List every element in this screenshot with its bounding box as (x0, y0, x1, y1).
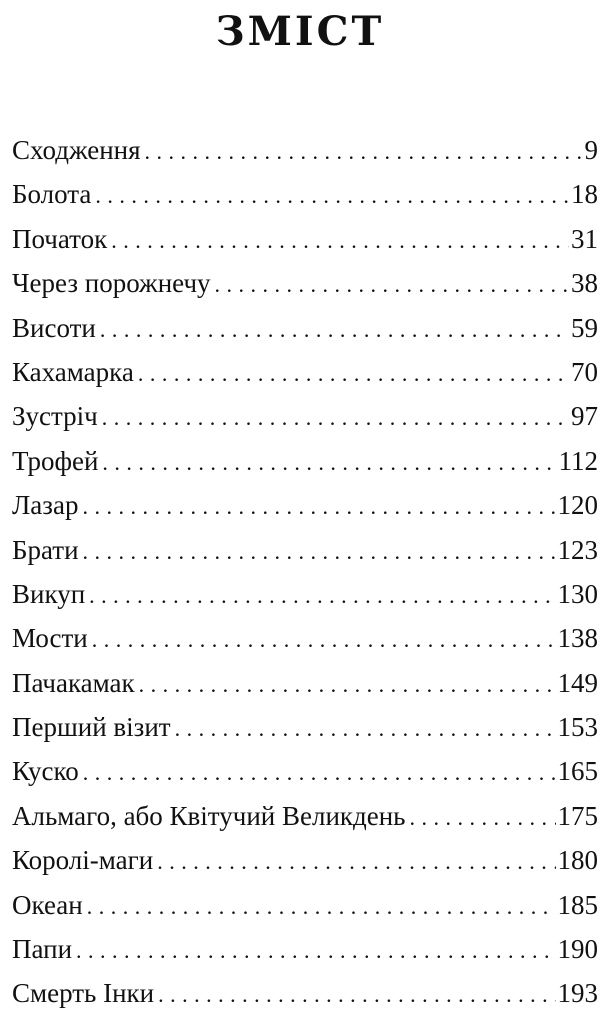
toc-entry-page: 175 (557, 800, 598, 831)
toc-entry-page: 193 (557, 978, 598, 1009)
dot-leader (111, 219, 569, 261)
toc-entry[interactable] (12, 616, 598, 660)
toc-entry[interactable] (12, 661, 598, 705)
dot-leader (83, 530, 556, 572)
table-of-contents (12, 128, 598, 1016)
dot-leader (92, 618, 556, 660)
dot-leader (102, 441, 556, 483)
toc-entry[interactable] (12, 794, 598, 838)
toc-entry-title: Кахамарка (12, 356, 134, 387)
dot-leader (215, 263, 569, 305)
toc-entry-title: Океан (12, 889, 83, 920)
dot-leader (83, 751, 556, 793)
toc-entry-page: 112 (558, 445, 598, 476)
page-title: ЗМІСТ (215, 8, 385, 55)
toc-entry-title: Папи (12, 934, 73, 965)
dot-leader (100, 308, 569, 350)
toc-entry-page: 9 (584, 135, 598, 165)
toc-entry[interactable] (12, 261, 598, 305)
dot-leader (82, 485, 555, 527)
dot-leader (138, 352, 569, 394)
toc-entry-title: Королі-маги (12, 845, 154, 876)
toc-entry-page: 130 (557, 578, 598, 609)
toc-entry-title: Пачакамак (12, 667, 135, 698)
toc-entry-title: Смерть Інки (12, 978, 155, 1009)
toc-entry-page: 149 (557, 667, 598, 698)
toc-entry-page: 59 (571, 312, 598, 343)
dot-leader (145, 130, 583, 172)
dot-leader (87, 885, 556, 927)
toc-entry-page: 153 (557, 712, 598, 743)
toc-entry-title: Сходження (12, 135, 141, 165)
toc-entry-page: 190 (557, 934, 598, 965)
toc-entry[interactable] (12, 350, 598, 394)
toc-entry[interactable] (12, 883, 598, 927)
toc-entry[interactable] (12, 749, 598, 793)
toc-entry[interactable] (12, 217, 598, 261)
toc-entry[interactable] (12, 483, 598, 527)
toc-entry-page: 38 (571, 268, 598, 299)
toc-entry-title: Лазар (12, 490, 79, 521)
toc-entry-title: Болота (12, 179, 92, 210)
toc-entry-page: 70 (571, 356, 598, 387)
toc-entry-title: Альмаго, або Квітучий Великдень (12, 800, 406, 831)
toc-entry-title: Мости (12, 623, 88, 654)
toc-entry-page: 185 (557, 889, 598, 920)
toc-entry-title: Викуп (12, 578, 86, 609)
toc-entry-page: 165 (557, 756, 598, 787)
toc-entry-title: Через порожнечу (12, 268, 211, 299)
dot-leader (76, 929, 555, 971)
toc-entry-page: 180 (557, 845, 598, 876)
toc-entry[interactable] (12, 394, 598, 438)
toc-entry[interactable] (12, 705, 598, 749)
toc-entry[interactable] (12, 572, 598, 616)
toc-entry-title: Брати (12, 534, 79, 565)
toc-entry[interactable] (12, 439, 598, 483)
toc-entry-page: 120 (557, 490, 598, 521)
toc-entry[interactable] (12, 128, 598, 172)
toc-entry-page: 138 (557, 623, 598, 654)
toc-entry[interactable] (12, 838, 598, 882)
dot-leader (102, 396, 569, 438)
dot-leader (157, 840, 555, 882)
toc-entry-title: Перший візит (12, 712, 171, 743)
toc-entry[interactable] (12, 528, 598, 572)
toc-entry-title: Висоти (12, 312, 96, 343)
toc-entry-page: 123 (557, 534, 598, 565)
toc-entry-title: Початок (12, 223, 108, 254)
toc-entry-page: 97 (571, 401, 598, 432)
dot-leader (410, 796, 556, 838)
toc-entry-title: Куско (12, 756, 79, 787)
toc-entry[interactable] (12, 971, 598, 1015)
toc-entry[interactable] (12, 172, 598, 216)
dot-leader (139, 663, 556, 705)
toc-entry[interactable] (12, 306, 598, 350)
toc-entry-page: 18 (571, 179, 598, 210)
toc-entry[interactable] (12, 927, 598, 971)
dot-leader (95, 174, 569, 216)
toc-entry-title: Зустріч (12, 401, 98, 432)
dot-leader (158, 973, 555, 1015)
toc-entry-page: 31 (571, 223, 598, 254)
dot-leader (175, 707, 556, 749)
toc-entry-title: Трофей (12, 445, 99, 476)
dot-leader (89, 574, 555, 616)
